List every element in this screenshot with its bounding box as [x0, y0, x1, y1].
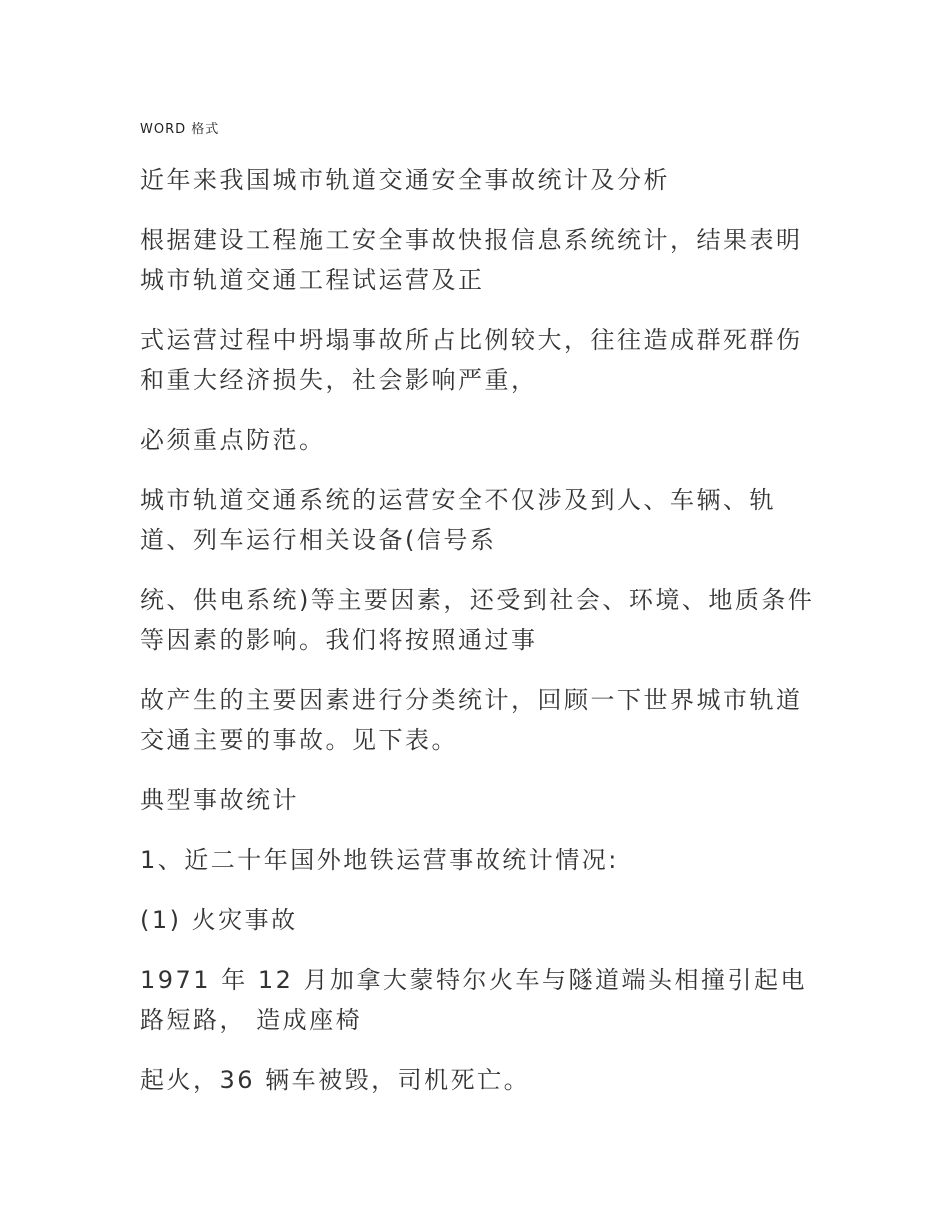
- paragraph: 必须重点防范。: [140, 426, 326, 454]
- document-body: [140, 160, 820, 1120]
- paragraph: 统、供电系统)等主要因素，还受到社会、环境、地质条件等因素的影响。我们将按照通过事: [140, 586, 815, 654]
- section-heading: 典型事故统计: [140, 786, 299, 814]
- document-title: 近年来我国城市轨道交通安全事故统计及分析: [140, 166, 670, 194]
- paragraph: 城市轨道交通系统的运营安全不仅涉及到人、车辆、轨道、列车运行相关设备(信号系: [140, 486, 776, 554]
- paragraph: 起火，36 辆车被毁，司机死亡。: [140, 1066, 531, 1094]
- paragraph: 根据建设工程施工安全事故快报信息系统统计，结果表明城市轨道交通工程试运营及正: [140, 226, 803, 294]
- paragraph: 式运营过程中坍塌事故所占比例较大，往往造成群死群伤和重大经济损失，社会影响严重，: [140, 326, 803, 394]
- category-heading: (1) 火灾事故: [140, 906, 298, 934]
- paragraph: 1971 年 12 月加拿大蒙特尔火车与隧道端头相撞引起电路短路， 造成座椅: [140, 966, 808, 1034]
- paragraph: 故产生的主要因素进行分类统计，回顾一下世界城市轨道交通主要的事故。见下表。: [140, 686, 803, 754]
- page-header-label: WORD 格式: [140, 122, 220, 137]
- subsection-heading: 1、近二十年国外地铁运营事故统计情况:: [140, 846, 619, 874]
